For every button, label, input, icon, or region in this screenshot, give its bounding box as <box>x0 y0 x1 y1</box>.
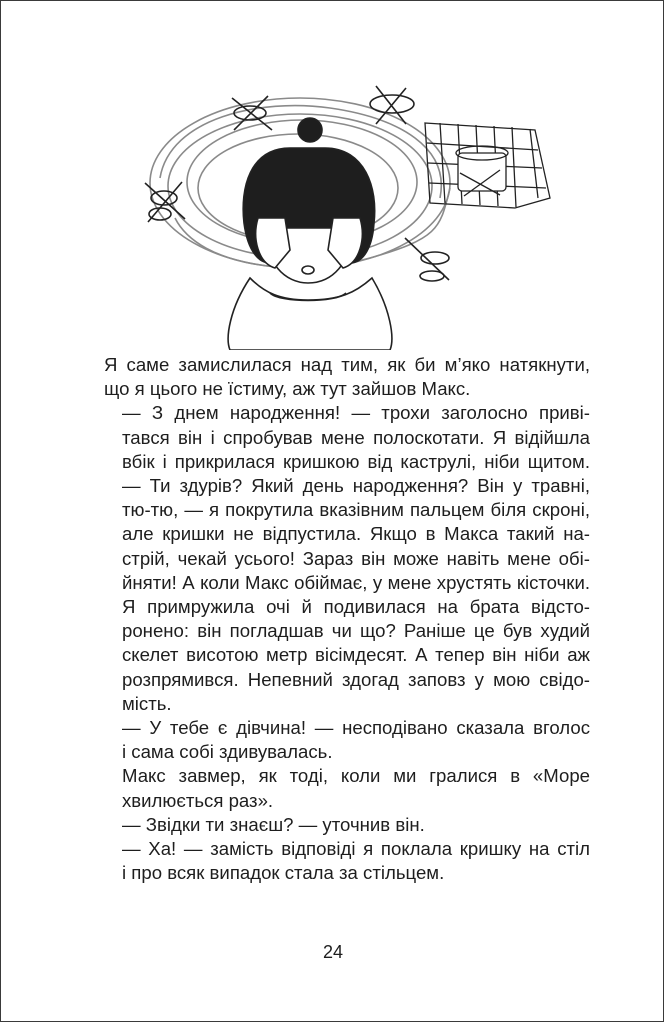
pot-in-box-icon <box>425 123 550 208</box>
paragraph <box>104 595 590 716</box>
text-line: стрій, чекай усього! Зараз він може навіть мене обі- <box>122 547 590 569</box>
paragraph <box>104 474 590 595</box>
girl-figure <box>228 118 392 350</box>
paragraph <box>104 401 590 474</box>
text-line: — Ха! — замість відповіді я поклала кришку на стіл <box>122 838 590 860</box>
text-line: скелет висотою метр вісімдесят. А тепер він ніби аж <box>122 644 590 666</box>
text-line: — Ти здурів? Який день народження? Він у травні, <box>122 475 590 497</box>
text-line: і про всяк випадок стала за стільцем. <box>122 862 445 884</box>
text-line: мість. <box>122 692 172 714</box>
text-line: вбік і прикрилася кришкою від каструлі, ніби щитом. <box>122 450 590 472</box>
page-number: 24 <box>322 942 344 962</box>
text-line: тю-тю, — я покрутила вказівним пальцем біля скроні, <box>122 499 590 521</box>
text-line: тався він і спробував мене полоскотати. Я відійшла <box>122 426 590 448</box>
text-line: — З днем народження! — трохи заголосно приві- <box>122 402 590 424</box>
paragraph <box>104 764 590 812</box>
book-text <box>104 353 590 885</box>
text-line: що я цього не їстиму, аж тут зайшов Макс. <box>104 378 471 400</box>
paragraph <box>104 353 590 401</box>
text-line: — У тебе є дівчина! — несподівано сказала вголос <box>122 717 590 739</box>
paragraph <box>104 837 590 885</box>
text-line: йняти! А коли Макс обіймає, у мене хрустять кісточки. <box>122 571 590 593</box>
text-line: — Звідки ти знаєш? — уточнив він. <box>122 813 425 835</box>
text-line: Макс завмер, як тоді, коли ми гралися в «Море <box>122 765 590 787</box>
text-line: і сама собі здивувалась. <box>122 741 333 763</box>
text-line: Я саме замислилася над тим, як би м’яко натякнути, <box>104 354 590 375</box>
text-line: Я примружила очі й подивилася на брата відсто- <box>122 596 590 618</box>
text-line: розпрямився. Непевний здогад заповз у мою свідо- <box>122 668 590 690</box>
paragraph <box>104 716 590 764</box>
text-line: ронено: він погладшав чи що? Раніше це був худий <box>122 620 590 642</box>
girl-covering-face-illustration <box>140 78 560 350</box>
text-line: хвилюється раз». <box>122 789 274 811</box>
text-line: але кришки не відпустила. Якщо в Макса такий на- <box>122 523 590 545</box>
paragraph <box>104 813 590 837</box>
